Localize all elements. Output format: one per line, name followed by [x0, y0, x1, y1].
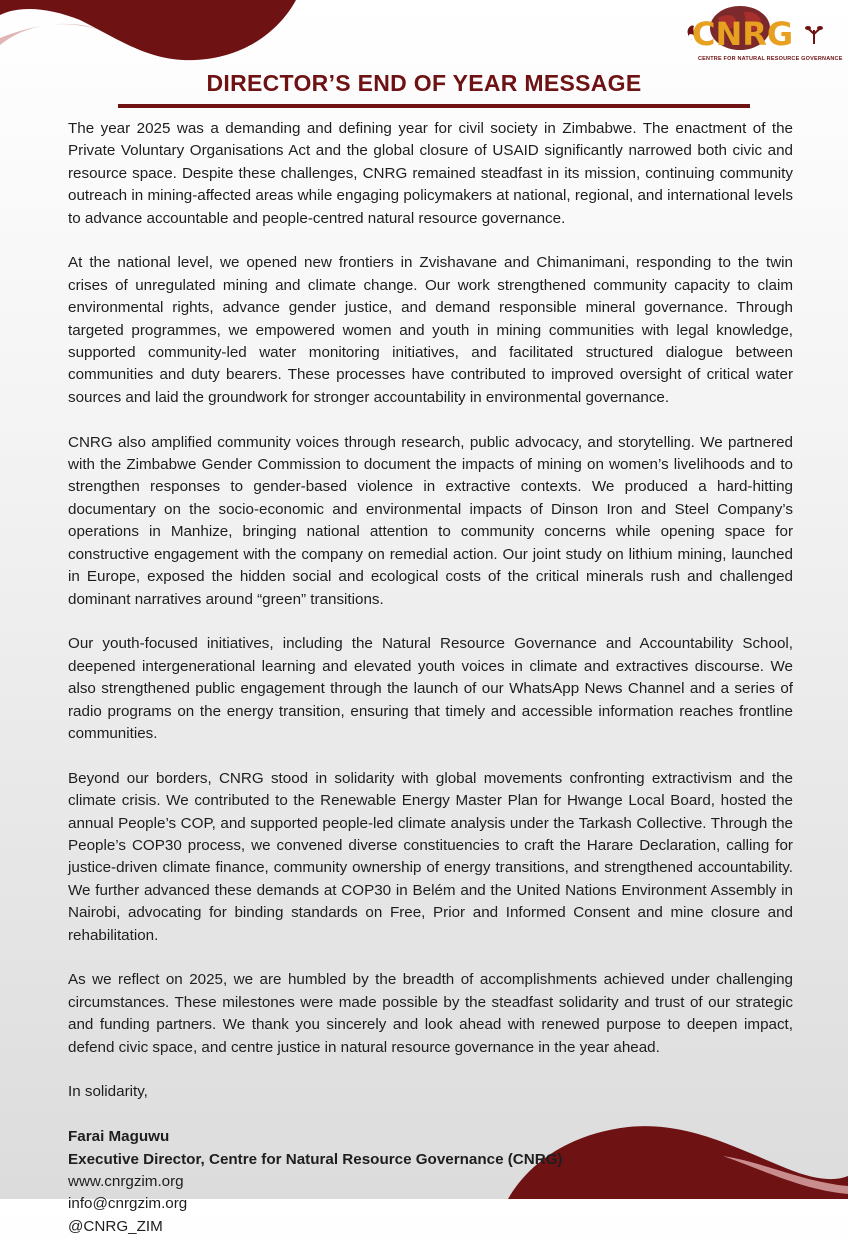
title-underline	[118, 104, 750, 108]
paragraph-2: At the national level, we opened new frontiers in Zvishavane and Chimanimani, responding to the twin crises of unregulated mining and climate change. Our work strengthened community capacity to claim environmental rights, advance gender justice, and demand responsible mineral governance. Through targeted programmes, we empowered women and youth in mining communities with legal knowledge, supported community-led water monitoring initiatives, and facilitated structured dialogue between communities and duty bearers. These processes have contributed to improved oversight of critical water sources and laid the groundwork for stronger accountability in environmental governance.	[68, 254, 793, 406]
paragraph-6: As we reflect on 2025, we are humbled by the breadth of accomplishments achieved under challenging circumstances. These milestones were made possible by the steadfast solidarity and trust of our strategic and funding partners. We thank you sincerely and look ahead with renewed purpose to deepen impact, defend civic space, and centre justice in natural resource governance in the year ahead.	[68, 971, 793, 1056]
signatory-role: Executive Director, Centre for Natural Resource Governance (CNRG)	[68, 1150, 563, 1168]
top-left-wave-decoration	[0, 0, 300, 62]
cnrg-logo	[678, 4, 843, 70]
signatory-name: Farai Maguwu	[68, 1128, 170, 1146]
email-link[interactable]: info@cnrgzim.org	[68, 1195, 188, 1213]
paragraph-5: Beyond our borders, CNRG stood in solidarity with global movements confronting extractivism and the climate crisis. We contributed to the Renewable Energy Master Plan for Hwange Local Board, hosted the annual People’s COP, and supported people-led climate analysis under the Tarkash Collective. Through the People’s COP30 process, we convened diverse constituencies to craft the Harare Declaration, calling for justice-driven climate finance, community ownership of energy transitions, and strengthened accountability. We further advanced these demands at COP30 in Belém and the United Nations Environment Assembly in Nairobi, advocating for binding standards on Free, Prior and Informed Consent and mine closure and rehabilitation.	[68, 769, 793, 944]
paragraph-1: The year 2025 was a demanding and defining year for civil society in Zimbabwe. The enactment of the Private Voluntary Organisations Act and the global closure of USAID significantly narrowed both civic and resource space. Despite these challenges, CNRG remained steadfast in its mission, continuing community outreach in mining-affected areas while engaging policymakers at national, regional, and international levels to advance accountable and people-centred natural resource governance.	[68, 120, 793, 227]
closing-line: In solidarity,	[68, 1083, 148, 1101]
page-title: DIRECTOR’S END OF YEAR MESSAGE	[206, 70, 642, 96]
website-link[interactable]: www.cnrgzim.org	[68, 1172, 184, 1190]
signature-block	[68, 1126, 793, 1238]
logo-wordmark: CNRG	[692, 15, 794, 53]
paragraph-3: CNRG also amplified community voices through research, public advocacy, and storytelling. We partnered with the Zimbabwe Gender Commission to document the impacts of mining on women’s livelihoods and to strengthen responses to gender-based violence in extractive contexts. We produced a hard-hitting documentary on the socio-economic and environmental impacts of Dinson Iron and Steel Company’s operations in Manhize, bringing national attention to community concerns while opening space for constructive engagement with the company on remedial action. Our joint study on lithium mining, launched in Europe, exposed the hidden social and ecological costs of the critical minerals rush and challenged dominant narratives around “green” transitions.	[68, 433, 793, 608]
message-body	[68, 118, 793, 1238]
paragraph-4: Our youth-focused initiatives, including the Natural Resource Governance and Accountability School, deepened intergenerational learning and elevated youth voices in climate and extractives discourse. We also strengthened public engagement through the launch of our WhatsApp News Channel and a series of radio programs on the energy transition, ensuring that timely and accessible information reaches frontline communities.	[68, 635, 793, 742]
logo-tagline: CENTRE FOR NATURAL RESOURCE GOVERNANCE	[698, 56, 843, 62]
social-handle[interactable]: @CNRG_ZIM	[68, 1217, 163, 1235]
